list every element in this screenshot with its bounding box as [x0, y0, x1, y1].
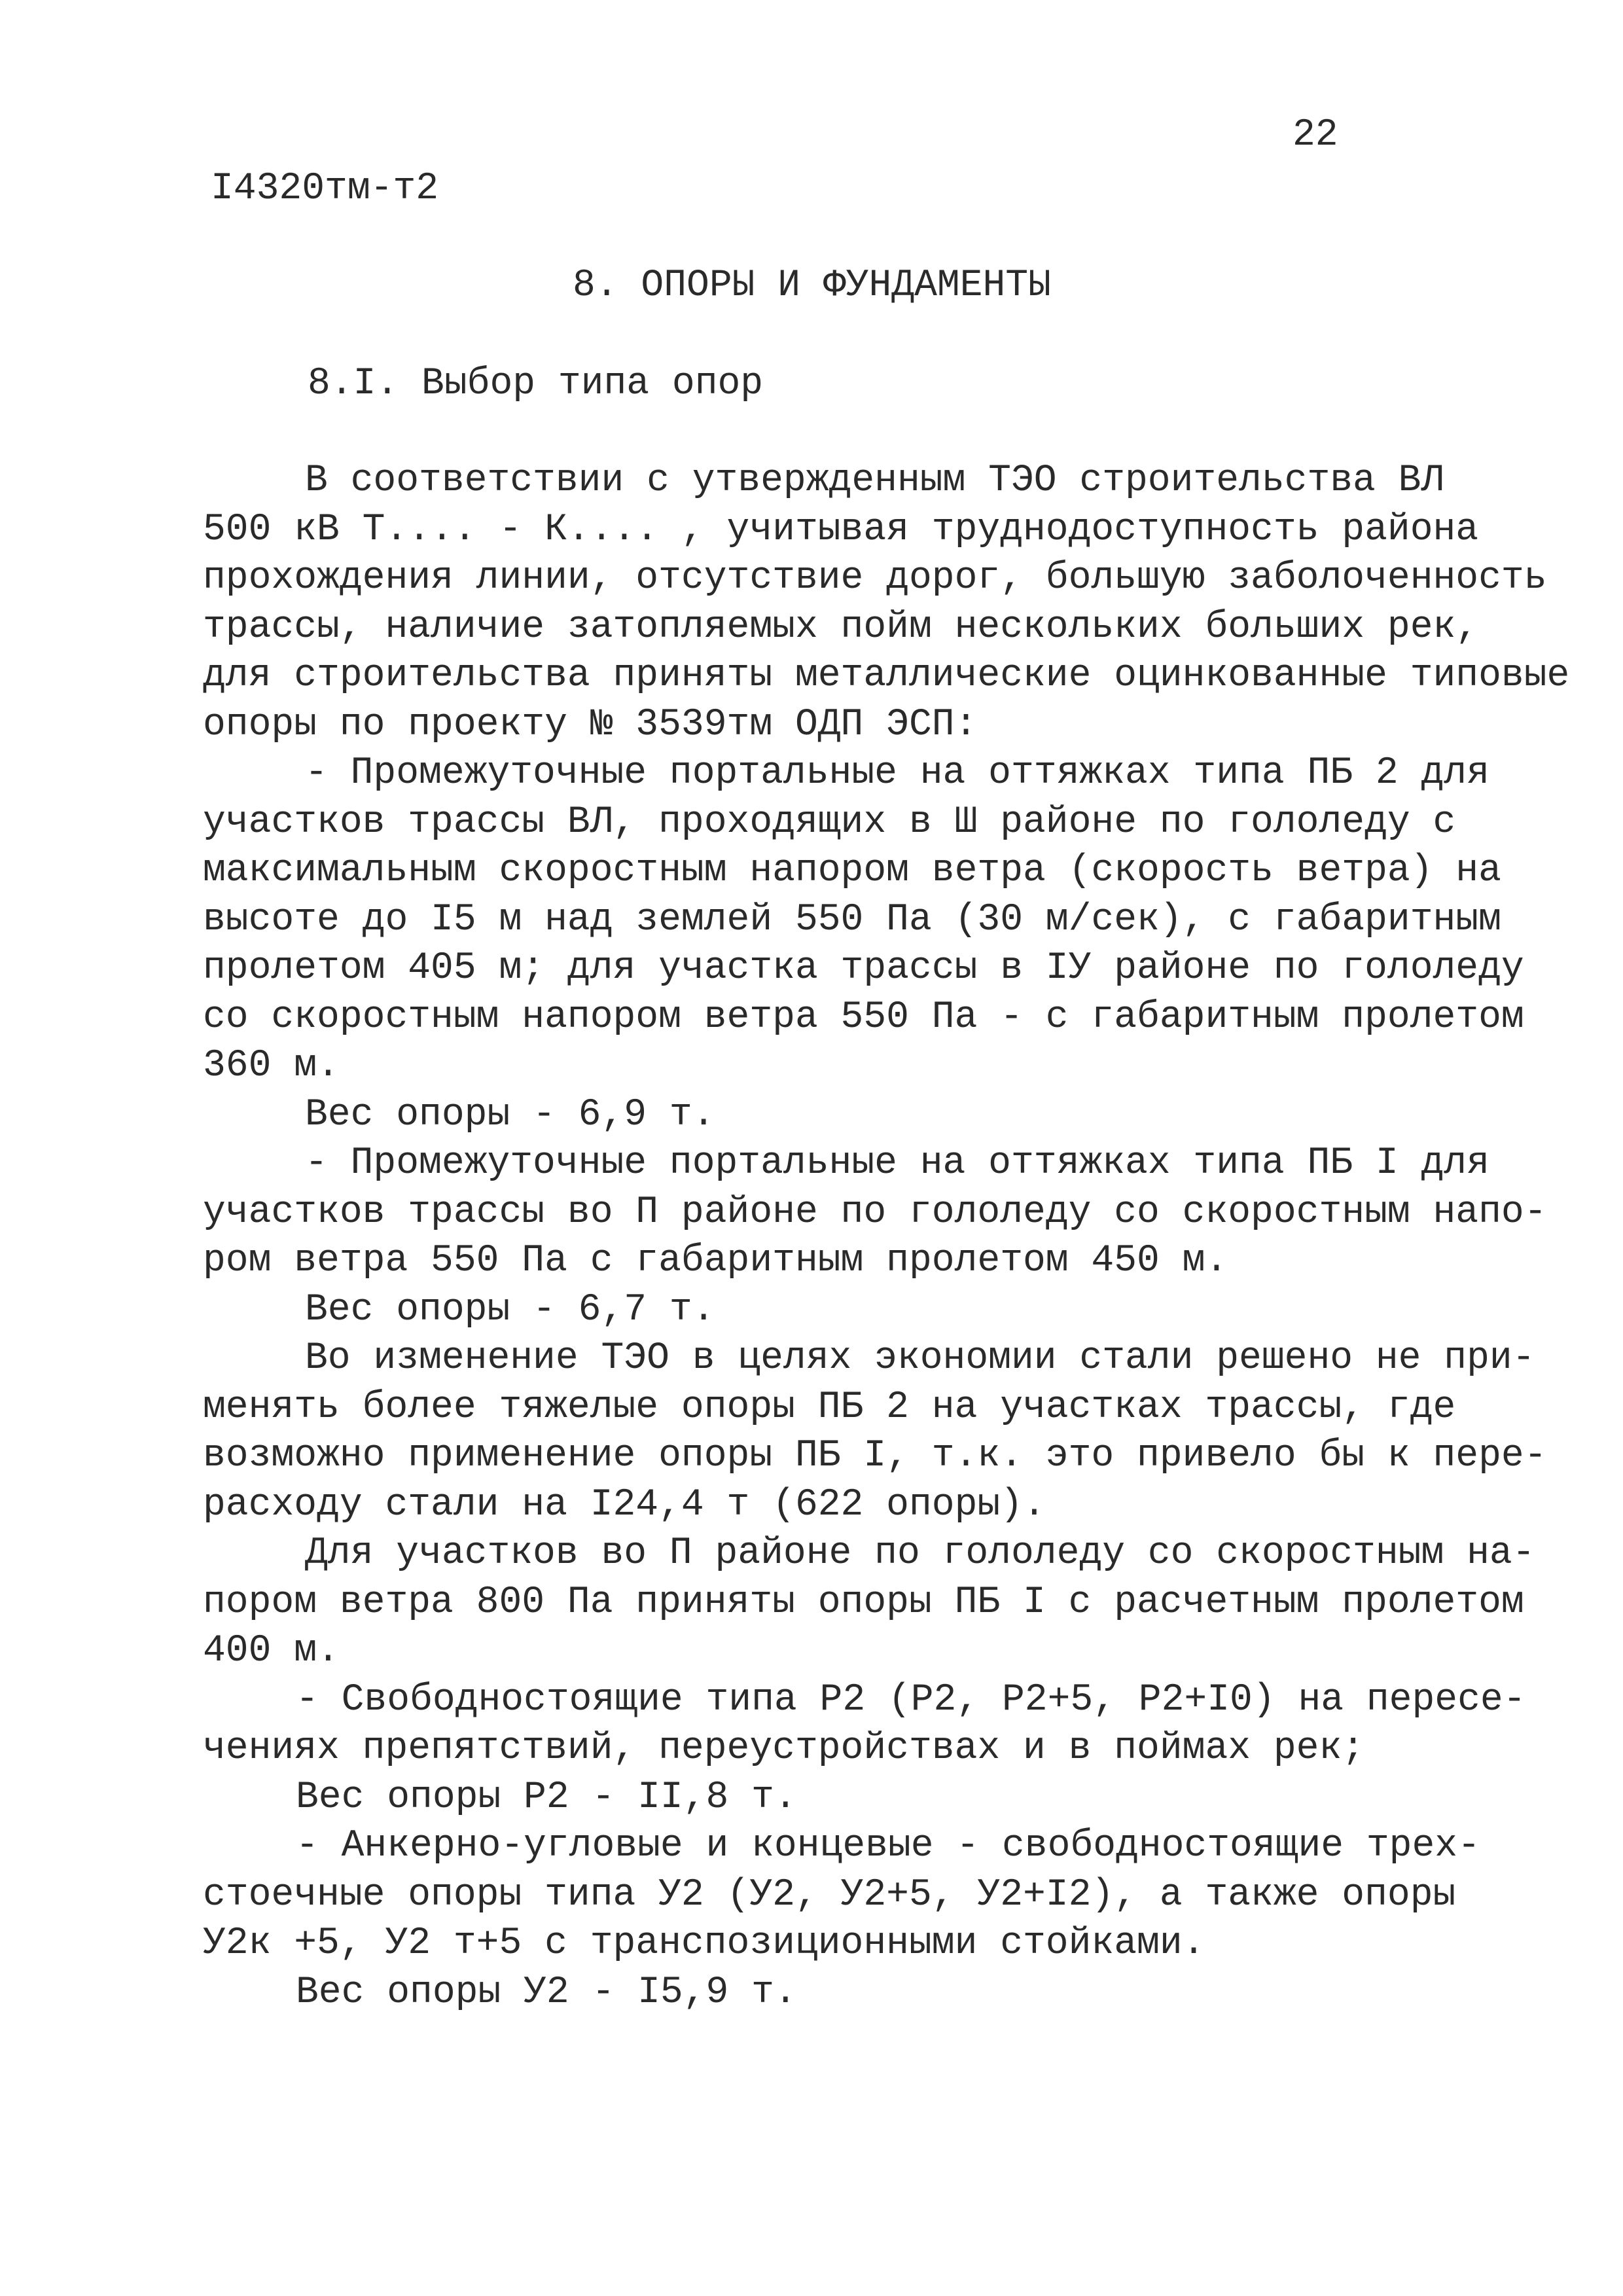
- text-line: Во изменение ТЭО в целях экономии стали решено не при-: [305, 1337, 1535, 1380]
- text-line: со скоростным напором ветра 550 Па - с габаритным пролетом: [203, 996, 1524, 1039]
- text-line: пролетом 405 м; для участка трассы в IУ районе по гололеду: [203, 947, 1524, 990]
- text-line: менять более тяжелые опоры ПБ 2 на участках трассы, где: [203, 1386, 1456, 1429]
- text-line: - Промежуточные портальные на оттяжках типа ПБ I для: [305, 1142, 1489, 1185]
- text-line: прохождения линии, отсутствие дорог, большую заболоченность: [203, 557, 1547, 600]
- document-id: I4320тм-т2: [211, 168, 439, 210]
- text-line: расходу стали на I24,4 т (622 опоры).: [203, 1483, 1046, 1526]
- text-line: для строительства приняты металлические оцинкованные типовые: [203, 655, 1570, 697]
- text-line: У2к +5, У2 т+5 с транспозиционными стойками.: [203, 1922, 1205, 1965]
- text-line: 400 м.: [203, 1630, 340, 1672]
- text-line: - Промежуточные портальные на оттяжках типа ПБ 2 для: [305, 752, 1489, 795]
- text-line: чениях препятствий, переустройствах и в поймах рек;: [203, 1727, 1365, 1770]
- text-line: трассы, наличие затопляемых пойм нескольких больших рек,: [203, 605, 1479, 649]
- text-line: Для участков во П районе по гололеду со скоростным на-: [305, 1532, 1535, 1575]
- text-line: Вес опоры - 6,9 т.: [305, 1093, 715, 1136]
- text-line: - Свободностоящие типа Р2 (Р2, Р2+5, Р2+I0) на пересе-: [296, 1678, 1526, 1721]
- text-line: возможно применение опоры ПБ I, т.к. это привело бы к пере-: [203, 1435, 1547, 1477]
- text-line: В соответствии с утвержденным ТЭО строительства ВЛ: [305, 459, 1444, 502]
- text-line: Вес опоры Р2 - II,8 т.: [296, 1776, 797, 1819]
- text-line: максимальным скоростным напором ветра (скорость ветра) на: [203, 850, 1501, 892]
- text-line: стоечные опоры типа У2 (У2, У2+5, У2+I2), а также опоры: [203, 1873, 1456, 1916]
- body-text: [203, 457, 1570, 2017]
- text-line: 360 м.: [203, 1045, 340, 1087]
- page-number: 22: [1293, 114, 1338, 156]
- text-line: опоры по проекту № 3539тм ОДП ЭСП:: [203, 703, 978, 746]
- text-line: участков трассы во П районе по гололеду со скоростным напо-: [203, 1191, 1547, 1234]
- text-line: участков трассы ВЛ, проходящих в Ш районе по гололеду с: [203, 800, 1456, 844]
- text-line: ром ветра 550 Па с габаритным пролетом 450 м.: [203, 1240, 1228, 1282]
- text-line: Вес опоры У2 - I5,9 т.: [296, 1971, 797, 2014]
- text-line: 500 кВ Т.... - К.... , учитывая труднодоступность района: [203, 508, 1479, 551]
- text-line: высоте до I5 м над землей 550 Па (30 м/сек), с габаритным: [203, 898, 1501, 941]
- text-line: Вес опоры - 6,7 т.: [305, 1288, 715, 1331]
- text-line: пором ветра 800 Па приняты опоры ПБ I с расчетным пролетом: [203, 1581, 1524, 1624]
- text-line: - Анкерно-угловые и концевые - свободностоящие трех-: [296, 1825, 1480, 1867]
- section-title: 8. ОПОРЫ И ФУНДАМЕНТЫ: [573, 264, 1051, 307]
- subsection-title: 8.I. Выбор типа опор: [308, 363, 764, 405]
